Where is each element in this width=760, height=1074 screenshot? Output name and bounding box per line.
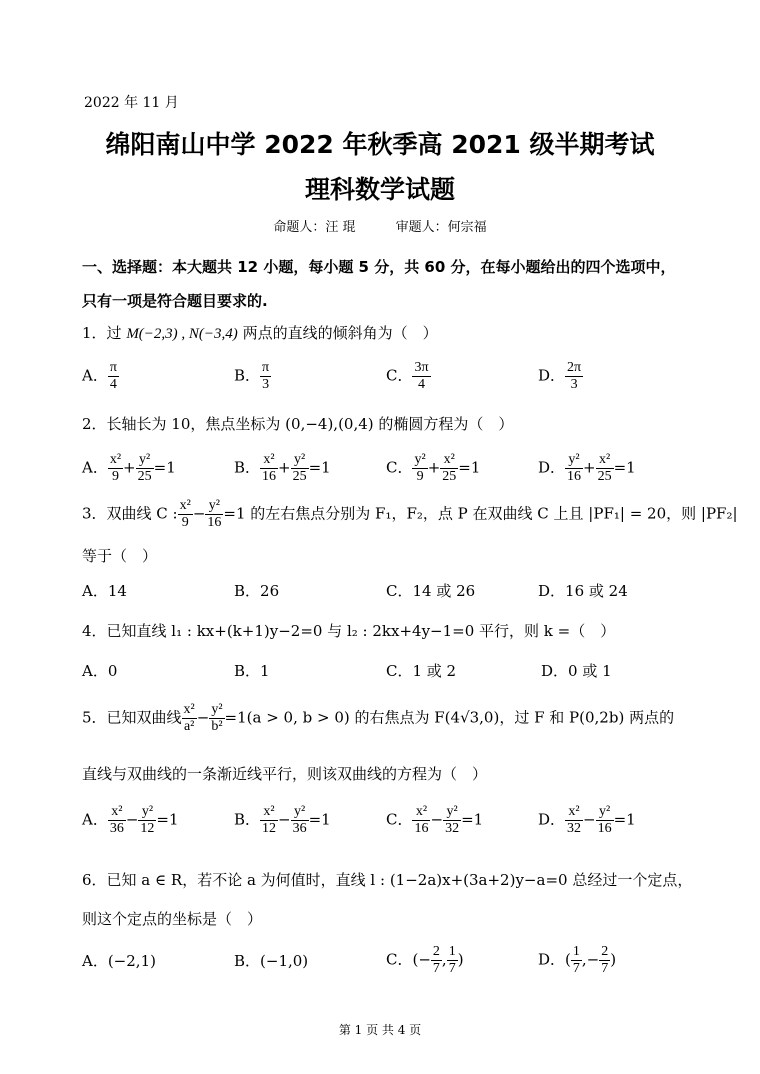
q5-option-c: C． $\frac{\text{x²}}{16}$ − $\frac{\text{y²}}{32}$ =1 (386, 804, 484, 836)
q3-option-a: A．14 (82, 582, 127, 600)
question-4-stem: 4．已知直线 l₁ : kx+(k+1)y−2=0 与 l₂ : 2kx+4y−1=0 平行，则 k =（ ） (82, 622, 616, 640)
q2-option-b: B． $\frac{\text{x²}}{16}$ + $\frac{\text{y²}}{25}$ =1 (234, 452, 331, 484)
question-1-stem: 1．过 M(−2,3) , N(−3,4) 两点的直线的倾斜角为（ ） (82, 324, 438, 342)
q6-option-b: B．(−1,0) (234, 952, 309, 970)
q2-option-a: A． $\frac{\text{x²}}{9}$ + $\frac{\text{y²}}{25}$ =1 (82, 452, 176, 484)
q3-option-c: C．14 或 26 (386, 582, 476, 600)
section-heading: 一、选择题：本大题共 12 小题，每小题 5 分，共 60 分，在每小题给出的四个选项中，只有一项是符合题目要求的. (82, 258, 676, 310)
exam-authors (0, 216, 760, 235)
q6-option-a: A．(−2,1) (82, 952, 156, 970)
reviewer: 审题人：何宗福 (395, 220, 487, 235)
q1-option-b: B． $\frac{\pi}{3}$ (234, 360, 270, 392)
author: 命题人：汪 琨 (273, 220, 356, 235)
question-5-stem: 5．已知双曲线 $\frac{\text{x²}}{\text{a²}}$ − $\frac{\text{y²}}{\text{b²}}$ =1(a > 0, b > 0) 的右焦点为 F(4√3,0)，过 F 和 P(0,2b) 两点的 (82, 702, 675, 734)
q1-option-d: D． $\frac{2\pi}{3}$ (538, 360, 582, 392)
q2-option-c: C． $\frac{\text{y²}}{9}$ + $\frac{\text{x²}}{25}$ =1 (386, 452, 481, 484)
question-3-stem: 3．双曲线 C : $\frac{\text{x²}}{9}$ − $\frac{\text{y²}}{16}$ =1 的左右焦点分别为 F₁，F₂，点 P 在双曲线 C 上且 |PF₁| = 20，则 |PF₂| (82, 498, 738, 530)
q5-option-a: A． $\frac{\text{x²}}{36}$ − $\frac{\text{y²}}{12}$ =1 (82, 804, 179, 836)
q6-option-d: D．( $\frac{1}{7}$ ,− $\frac{2}{7}$ ) (538, 944, 617, 976)
question-6-stem: 6．已知 a ∈ R，若不论 a 为何值时，直线 l : (1−2a)x+(3a+2)y−a=0 总经过一个定点， (82, 871, 693, 889)
q4-option-d: D．0 或 1 (541, 662, 612, 680)
q4-option-b: B．1 (234, 662, 270, 680)
q1-option-c: C． $\frac{3\pi}{4}$ (386, 360, 429, 392)
q4-option-a: A．0 (82, 662, 118, 680)
q1-option-a: A． $\frac{\pi}{4}$ (82, 360, 117, 392)
q3-option-b: B．26 (234, 582, 280, 600)
exam-title: 绵阳南山中学 2022 年秋季高 2021 级半期考试 (105, 130, 655, 159)
q6-option-c: C．(− $\frac{2}{7}$ , $\frac{1}{7}$ ) (386, 944, 464, 976)
exam-date: 2022 年 11 月 (84, 95, 179, 111)
question-6-stem-cont: 则这个定点的坐标是（ ） (82, 910, 263, 928)
exam-subtitle: 理科数学试题 (304, 175, 455, 204)
q5-option-d: D． $\frac{\text{x²}}{32}$ − $\frac{\text{y²}}{16}$ =1 (538, 804, 636, 836)
q4-option-c: C．1 或 2 (386, 662, 457, 680)
question-2-stem: 2．长轴长为 10，焦点坐标为 (0,−4),(0,4) 的椭圆方程为（ ） (82, 415, 514, 433)
q3-option-d: D．16 或 24 (538, 582, 628, 600)
page-footer: 第 1 页 共 4 页 (338, 1023, 422, 1037)
q5-option-b: B． $\frac{\text{x²}}{12}$ − $\frac{\text{y²}}{36}$ =1 (234, 804, 331, 836)
question-5-stem-cont: 直线与双曲线的一条渐近线平行，则该双曲线的方程为（ ） (82, 765, 488, 783)
q2-option-d: D． $\frac{\text{y²}}{16}$ + $\frac{\text{x²}}{25}$ =1 (538, 452, 636, 484)
question-3-stem-cont: 等于（ ） (82, 547, 158, 565)
